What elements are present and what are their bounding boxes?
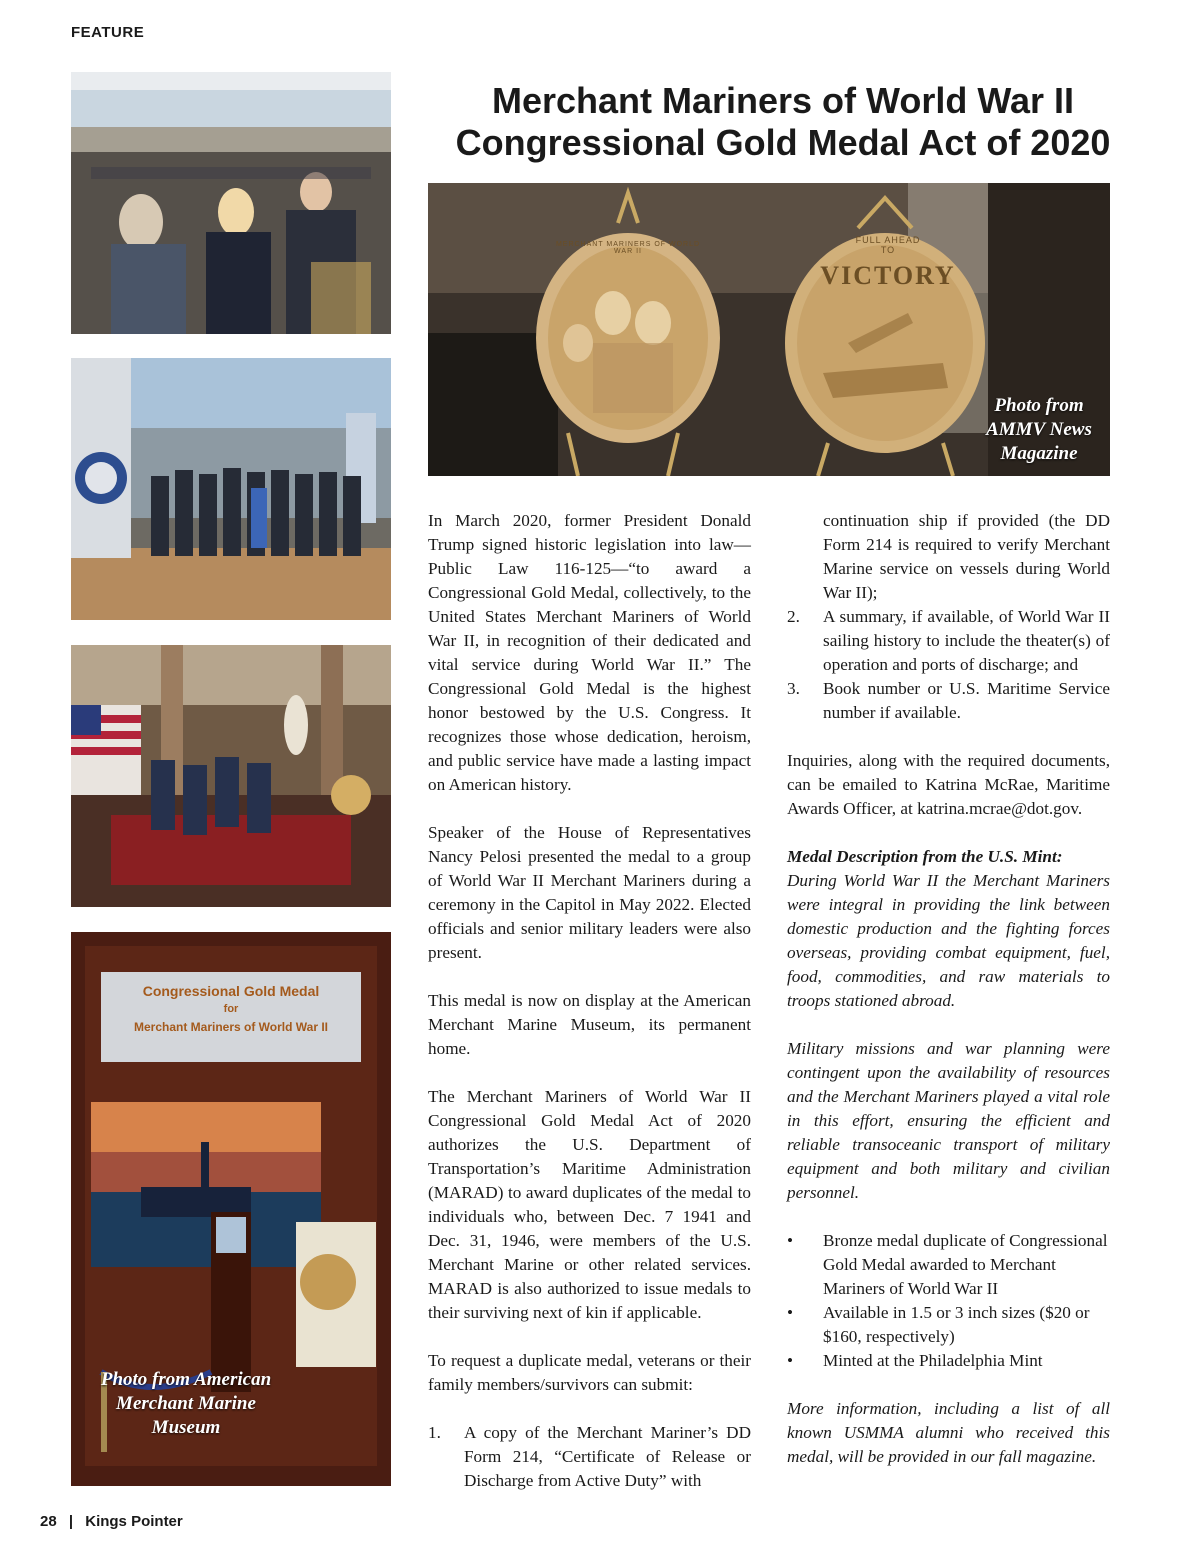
body-column-1 bbox=[428, 509, 751, 1493]
paragraph: Speaker of the House of Representatives Nancy Pelosi presented the medal to a group of World War II Merchant Mariners during a ceremony in the Capitol in May 2022. Elected officials and senior military leaders were also present. bbox=[428, 823, 751, 962]
medal-text-mariners: MERCHANT MARINERS OF WORLD WAR II bbox=[555, 241, 701, 255]
medal-text-victory: VICTORY bbox=[820, 261, 956, 290]
caption-line: Photo from American bbox=[100, 1369, 272, 1390]
paragraph: In March 2020, former President Donald Trump signed historic legislation into law—Public Law 116-125—“to award a Congressional Gold Medal, collectively, to the United States Merchant Mariners of World War II, in recognition of their dedicated and vital service during World War II.” The Congressional Gold Medal is the highest honor bestowed by the U.S. Congress. It recognizes those whose dedication, heroism, and public service have made a lasting impact on American history. bbox=[428, 511, 751, 794]
museum-banner bbox=[101, 982, 361, 1036]
list-item bbox=[787, 1301, 1110, 1349]
mint-paragraph: Military missions and war planning were contingent upon the availability of resources and the Merchant Mariners played a vital role in this effort, ensuring the efficient and reliable transoceanic transport of military equipment and both military and civilian personnel. bbox=[787, 1039, 1110, 1202]
page-number: 28 bbox=[40, 1513, 57, 1530]
photo-capitol-ceremony bbox=[71, 645, 391, 907]
list-item-text: Minted at the Philadelphia Mint bbox=[823, 1351, 1043, 1370]
list-item bbox=[787, 605, 1110, 677]
list-item bbox=[787, 1229, 1110, 1301]
paragraph: Inquiries, along with the required documents, can be emailed to Katrina McRae, Maritime Awards Officer, at katrina.mcrae@dot.gov. bbox=[787, 751, 1110, 818]
caption-line: AMMV News bbox=[986, 419, 1092, 440]
list-number: 1. bbox=[428, 1423, 441, 1442]
mint-heading: Medal Description from the U.S. Mint: bbox=[787, 847, 1063, 866]
photo-standing-mariners bbox=[71, 358, 391, 620]
medal-text-full: FULL AHEAD TO bbox=[855, 235, 921, 255]
caption-line: Magazine bbox=[1000, 443, 1078, 464]
banner-line-3: Merchant Mariners of World War II bbox=[133, 1020, 329, 1034]
museum-photo-caption bbox=[71, 1368, 301, 1440]
mint-paragraph: During World War II the Merchant Mariners were integral in providing the link between domestic production and the fighting forces overseas, providing combat equipment, fuel, food, commodities, and raw materials to troops stationed abroad. bbox=[787, 871, 1110, 1010]
caption-line: Merchant Marine bbox=[116, 1393, 256, 1414]
closing-paragraph: More information, including a list of all known USMMA alumni who received this medal, will be provided in our fall magazine. bbox=[787, 1399, 1110, 1466]
list-item-text: Available in 1.5 or 3 inch sizes ($20 or $160, respectively) bbox=[823, 1303, 1090, 1346]
paragraph: The Merchant Mariners of World War II Congressional Gold Medal Act of 2020 authorizes the U.S. Department of Transportation’s Maritime Administration (MARAD) to award duplicates of the medal to individuals who, between Dec. 7 1941 and Dec. 31, 1946, were members of the U.S. Merchant Marine or other related services. MARAD is also authorized to issue medals to their surviving next of kin if applicable. bbox=[428, 1087, 751, 1322]
bullet: • bbox=[787, 1351, 794, 1370]
title-line-1: Merchant Mariners of World War II bbox=[491, 80, 1075, 121]
list-item-text: A summary, if available, of World War II sailing history to include the theater(s) of operation and ports of discharge; and bbox=[823, 607, 1110, 674]
list-item bbox=[428, 1421, 751, 1493]
section-label: FEATURE bbox=[71, 24, 145, 41]
page-footer bbox=[40, 1513, 183, 1530]
article-title bbox=[425, 80, 1141, 164]
list-number: 2. bbox=[787, 607, 800, 626]
list-item-continuation: continuation ship if provided (the DD Form 214 is required to verify Merchant Marine service on vessels during World War II); bbox=[823, 511, 1110, 602]
caption-line: Museum bbox=[151, 1417, 221, 1438]
list-item bbox=[787, 677, 1110, 725]
paragraph: This medal is now on display at the American Merchant Marine Museum, its permanent home. bbox=[428, 991, 751, 1058]
list-number: 3. bbox=[787, 679, 800, 698]
banner-line-2: for bbox=[223, 1003, 239, 1015]
photo-rooftop-audience bbox=[71, 72, 391, 334]
footer-separator: | bbox=[68, 1513, 74, 1530]
requirements-list-continued bbox=[787, 605, 1110, 725]
body-column-2 bbox=[787, 509, 1110, 1493]
publication-name: Kings Pointer bbox=[85, 1513, 183, 1530]
banner-line-1: Congressional Gold Medal bbox=[142, 983, 320, 999]
photo-gold-medals bbox=[428, 183, 1110, 476]
list-item-text: Book number or U.S. Maritime Service number if available. bbox=[823, 679, 1110, 722]
paragraph: To request a duplicate medal, veterans or their family members/survivors can submit: bbox=[428, 1351, 751, 1394]
medal-facts-list bbox=[787, 1229, 1110, 1373]
title-line-2: Congressional Gold Medal Act of 2020 bbox=[455, 122, 1111, 163]
requirements-list bbox=[428, 1421, 751, 1493]
caption-line: Photo from bbox=[994, 395, 1084, 416]
medal-photo-caption bbox=[968, 394, 1110, 466]
bullet: • bbox=[787, 1303, 794, 1322]
list-item-text: Bronze medal duplicate of Congressional Gold Medal awarded to Merchant Mariners of World War II bbox=[823, 1231, 1108, 1298]
bullet: • bbox=[787, 1231, 794, 1250]
list-item-text: A copy of the Merchant Mariner’s DD Form 214, “Certificate of Release or Discharge from Active Duty” with bbox=[464, 1423, 751, 1490]
photo-museum-display bbox=[71, 932, 391, 1486]
list-item bbox=[787, 1349, 1110, 1373]
